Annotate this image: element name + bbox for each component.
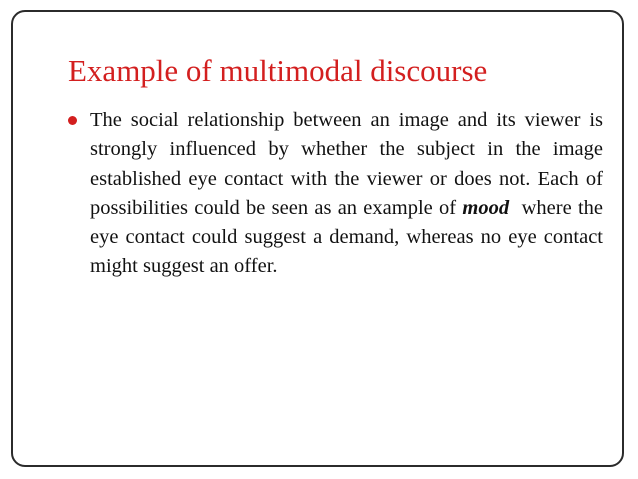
bullet-text-after: where the eye contact could suggest a demand, whereas no eye contact might suggest an offer. <box>90 196 609 278</box>
slide-content <box>68 106 609 282</box>
bullet-text-before: The social relationship between an image and its viewer is strongly influenced by whether the subject in the image established eye contact with the viewer or does not. Each of possibilities could be seen as an example of <box>90 109 603 219</box>
emphasized-word: mood <box>462 196 510 219</box>
slide-title: Example of multimodal discourse <box>68 53 488 88</box>
bullet-dot-icon <box>68 116 77 125</box>
bullet-item <box>68 106 609 282</box>
